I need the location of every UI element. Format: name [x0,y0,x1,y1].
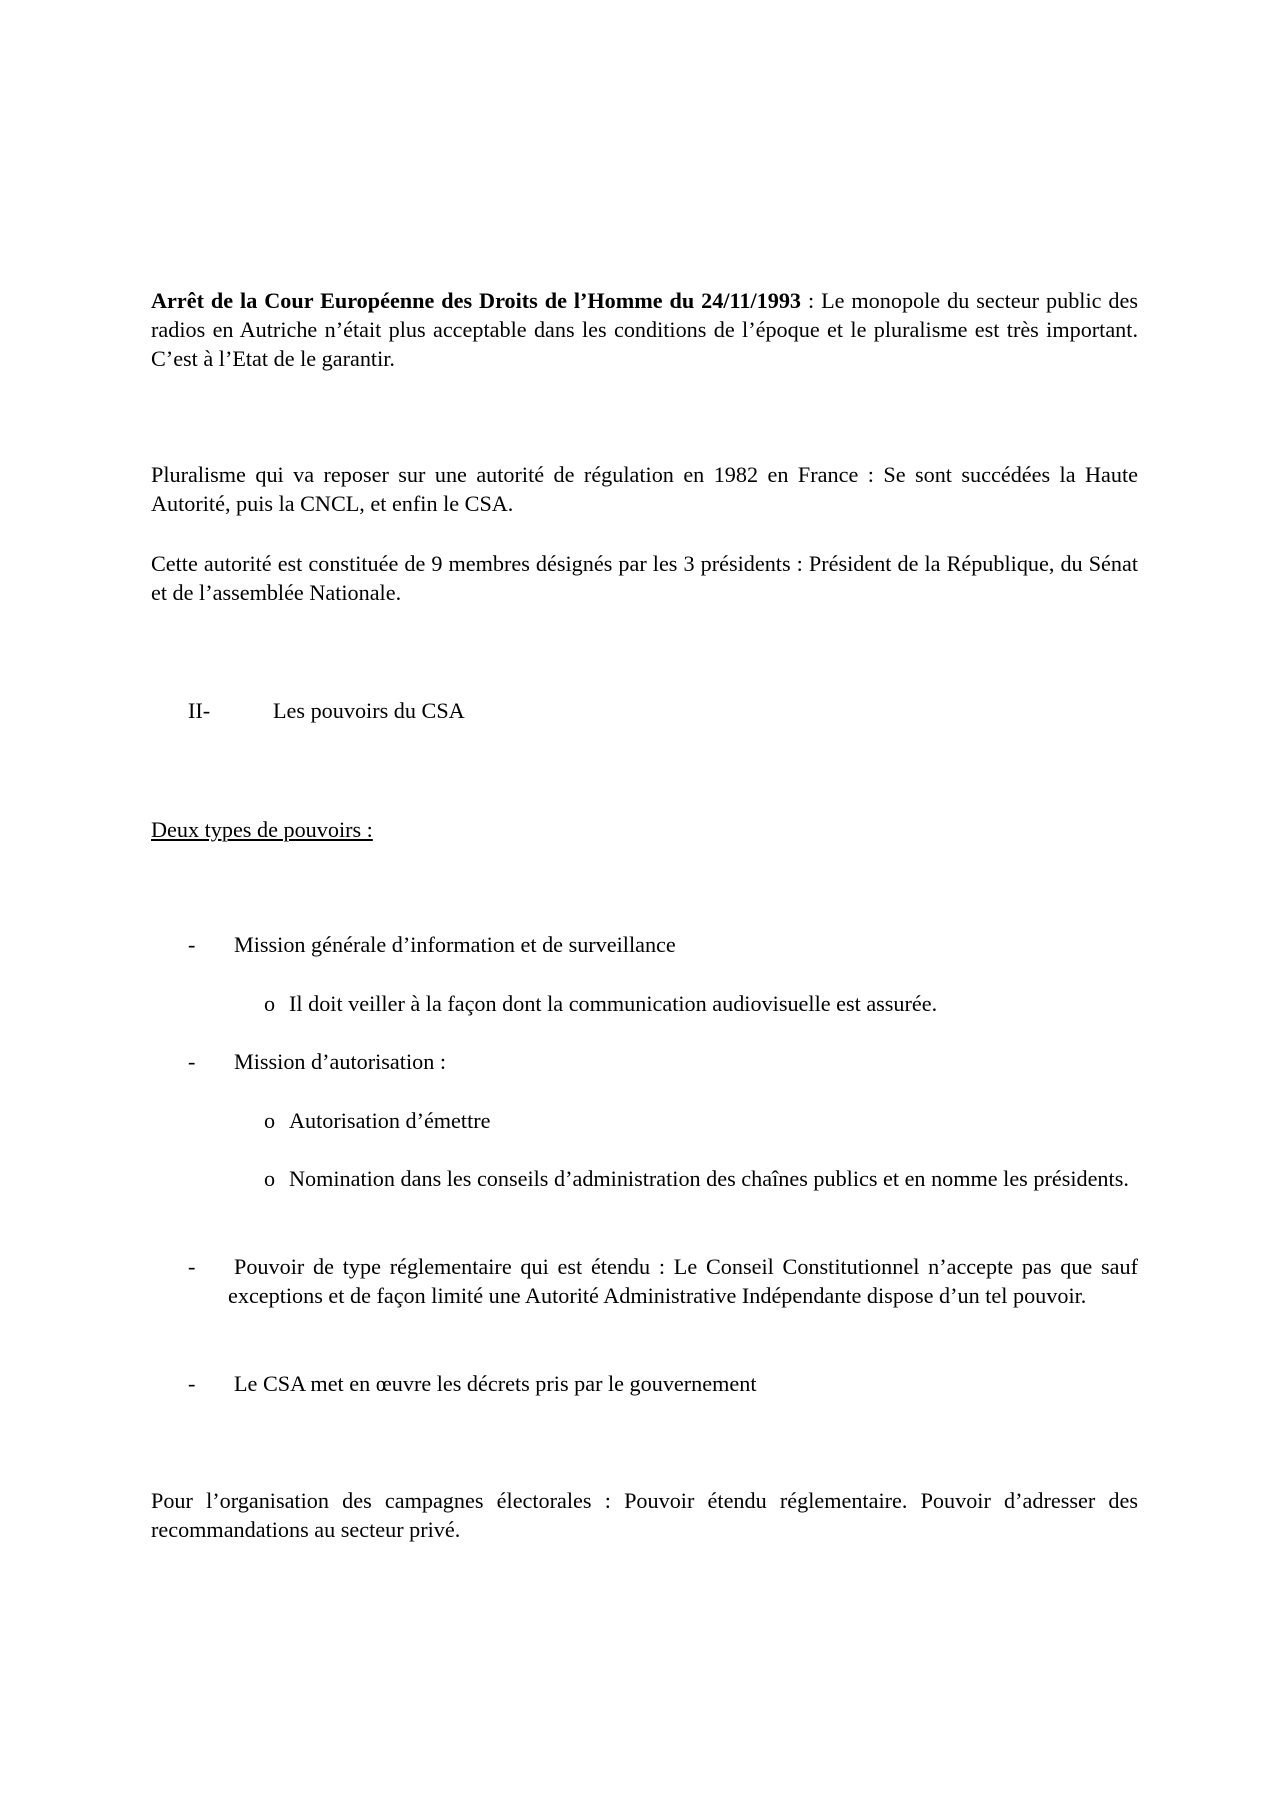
paragraph-electoral-campaigns: Pour l’organisation des campagnes électorales : Pouvoir étendu réglementaire. Pouvoir d’adresser des recommandations au secteur privé. [151,1488,1138,1542]
bullet-dash: - [188,1049,196,1074]
list-item-text: Mission générale d’information et de surveillance [234,932,676,957]
bullet-dash: - [188,1371,196,1396]
bullet-circle: o [264,1166,276,1191]
section-number: II- [188,698,211,723]
sub-list-item-text: Il doit veiller à la façon dont la communication audiovisuelle est assurée. [289,991,938,1016]
subheading-powers: Deux types de pouvoirs : [151,817,373,842]
bullet-dash: - [188,932,196,957]
ruling-citation: Arrêt de la Cour Européenne des Droits de l’Homme du 24/11/1993 [151,288,802,313]
list-item-text: Pouvoir de type réglementaire qui est étendu : Le Conseil Constitutionnel n’accepte pas que sauf exceptions et de façon limité une Autorité Administrative Indépendante dispose d’un tel pouvoir. [228,1254,1138,1308]
sub-list-item-text: Nomination dans les conseils d’administration des chaînes publics et en nomme les présidents. [289,1166,1129,1191]
sub-list-item-text: Autorisation d’émettre [289,1108,491,1133]
list-item-text: Le CSA met en œuvre les décrets pris par le gouvernement [234,1371,757,1396]
paragraph-cedh-ruling [151,286,1138,373]
bullet-dash: - [188,1254,196,1279]
bullet-circle: o [264,1108,276,1133]
paragraph-pluralism: Pluralisme qui va reposer sur une autorité de régulation en 1982 en France : Se sont succédées la Haute Autorité, puis la CNCL, et enfin le CSA. [151,462,1138,516]
bullet-circle: o [264,991,276,1016]
list-item-text: Mission d’autorisation : [234,1049,447,1074]
section-title: Les pouvoirs du CSA [273,698,465,723]
paragraph-authority-members: Cette autorité est constituée de 9 membres désignés par les 3 présidents : Président de la République, du Sénat et de l’assemblée Nationale. [151,551,1138,605]
ruling-text: : Le monopole du secteur public des radios en Autriche n’était plus acceptable dans les conditions de l’époque et le pluralisme est très important. C’est à l’Etat de le garantir. [151,288,1138,371]
